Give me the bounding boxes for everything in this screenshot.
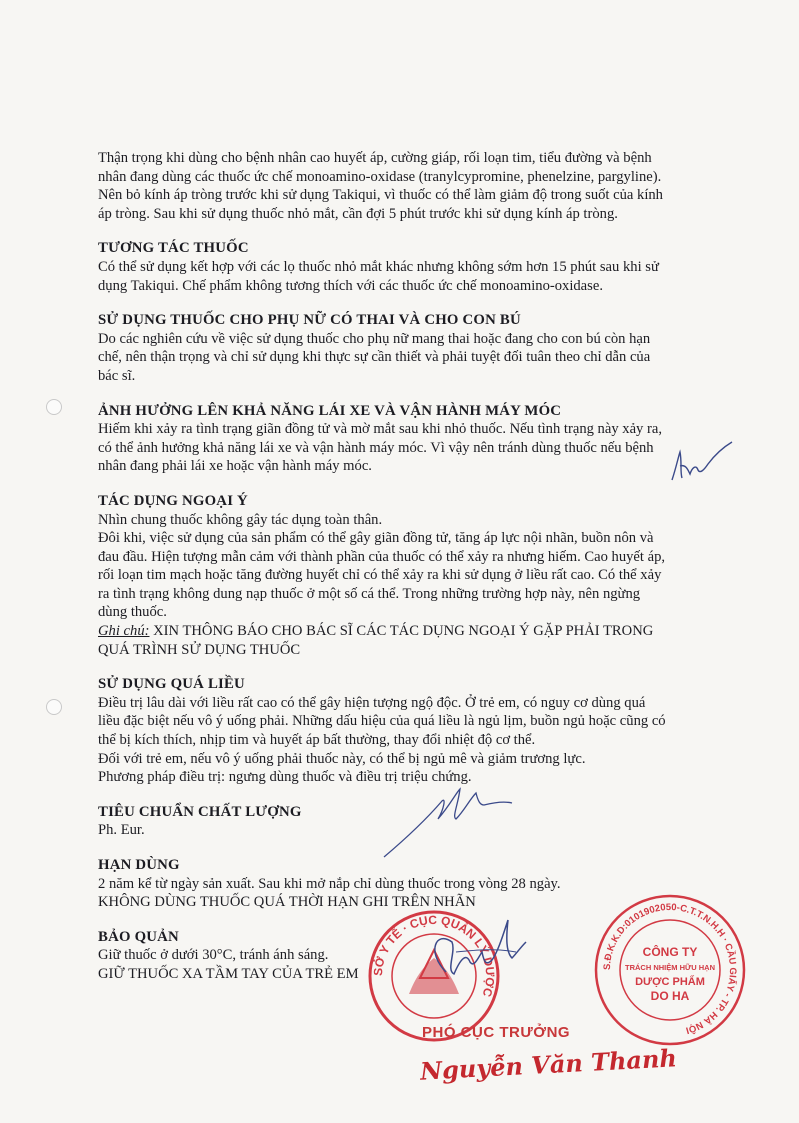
signature-scribble (380, 775, 520, 865)
company-seal-right (590, 890, 750, 1050)
section-line: Hiếm khi xảy ra tình trạng giãn đồng tử và mờ mắt sau khi nhỏ thuốc. Nếu tình trạng này xảy ra, (98, 421, 662, 438)
section-interaction (98, 239, 708, 295)
section-line: đau đầu. Hiện tượng mẫn cảm với thành phần của thuốc có thể xảy ra nhưng hiếm. Cao huyết áp, (98, 548, 666, 565)
section-line: dụng Takiqui. Chế phẩm không tương thích với các thuốc ức chế monoamino-oxidase. (98, 277, 603, 294)
section-line: Nhìn chung thuốc không gây tác dụng toàn thân. (98, 511, 383, 528)
company-seal-line: DO HA (650, 989, 690, 1003)
note-line (98, 622, 708, 641)
intro-paragraph (98, 149, 708, 223)
note-text: XIN THÔNG BÁO CHO BÁC SĨ CÁC TÁC DỤNG NGOẠI Ý GẶP PHẢI TRONG (149, 623, 654, 640)
section-line: bác sĩ. (98, 367, 136, 384)
section-line: Đôi khi, việc sử dụng của sản phẩm có thể gây giãn đồng tử, tăng áp lực nội nhãn, buồn nôn và (98, 530, 654, 547)
note-label: Ghi chú: (98, 623, 150, 640)
section-line: rối loạn tim mạch hoặc tăng đường huyết chỉ có thể xảy ra khi sử dụng ở liều rất cao. Có thể xảy (98, 567, 662, 584)
initials-signature (660, 440, 740, 490)
section-title: HẠN DÙNG (98, 857, 180, 873)
section-title: SỬ DỤNG THUỐC CHO PHỤ NỮ CÓ THAI VÀ CHO CON BÚ (98, 312, 521, 329)
section-line: Giữ thuốc ở dưới 30°C, tránh ánh sáng. (98, 947, 329, 964)
intro-line: nhân đang dùng các thuốc ức chế monoamino-oxidase (tranylcypromine, phenelzine, pargyline). (98, 168, 662, 185)
section-line: GIỮ THUỐC XA TẦM TAY CỦA TRẺ EM (98, 965, 359, 982)
section-line: nhân đang phải lái xe hoặc vận hành máy móc. (98, 458, 372, 475)
company-seal-line: TRÁCH NHIỆM HỮU HẠN (625, 963, 715, 972)
section-line: liều đặc biệt nếu vô ý uống phải. Những dấu hiệu của quá liều là ngủ lịm, buồn ngủ hoặc cũng có (98, 713, 666, 730)
section-overdose (98, 675, 708, 787)
company-seal-line: CÔNG TY (642, 945, 698, 959)
punch-hole-top (46, 399, 62, 415)
section-title: TƯƠNG TÁC THUỐC (98, 240, 249, 257)
section-title: TIÊU CHUẨN CHẤT LƯỢNG (98, 803, 302, 820)
section-line: Phương pháp điều trị: ngưng dùng thuốc và điều trị triệu chứng. (98, 769, 472, 786)
section-title: ẢNH HƯỞNG LÊN KHẢ NĂNG LÁI XE VÀ VẬN HÀNH MÁY MÓC (98, 402, 562, 419)
section-side-effects (98, 492, 708, 659)
section-line: KHÔNG DÙNG THUỐC QUÁ THỜI HẠN GHI TRÊN NHÃN (98, 894, 476, 911)
section-line: dùng thuốc. (98, 604, 167, 621)
section-line: Do các nghiên cứu về việc sử dụng thuốc cho phụ nữ mang thai hoặc đang cho con bú còn hạn (98, 330, 651, 347)
section-line: Điều trị lâu dài với liều rất cao có thể gây hiện tượng ngộ độc. Ở trẻ em, có nguy cơ dùng quá (98, 694, 646, 711)
intro-line: áp tròng. Sau khi sử dụng thuốc nhỏ mắt, cần đợi 5 phút trước khi sử dụng kính áp tròng. (98, 205, 618, 222)
signatory-title: PHÓ CỤC TRƯỞNG (422, 1024, 571, 1041)
section-line: có thể ảnh hưởng khả năng lái xe và vận hành máy móc. Vì vậy nên tránh dùng thuốc nếu bệnh (98, 439, 654, 456)
note-line: QUÁ TRÌNH SỬ DỤNG THUỐC (98, 641, 301, 658)
director-signature (416, 912, 536, 1002)
section-line: Đối với trẻ em, nếu vô ý uống phải thuốc này, có thể bị ngủ mê và giảm trương lực. (98, 750, 586, 767)
company-seal-line: DƯỢC PHẨM (635, 976, 705, 988)
company-seal-ring-text: S.Đ.K.K.D:0101902050-C.T.T.N.H.H · CẦU GIẤY - TP. HÀ NỘI (601, 901, 739, 1036)
intro-line: Thận trọng khi dùng cho bệnh nhân cao huyết áp, cường giáp, rối loạn tim, tiểu đường và bệnh (98, 150, 652, 166)
signatory-name: Nguyễn Văn Thanh (419, 1043, 678, 1086)
section-title: TÁC DỤNG NGOẠI Ý (98, 492, 248, 509)
section-title: SỬ DỤNG QUÁ LIỀU (98, 676, 245, 693)
section-line: ra tình trạng không dung nạp thuốc ở một số cá thể. Trong những trường hợp này, nên ngừng (98, 585, 641, 602)
intro-line: Nên bỏ kính áp tròng trước khi sử dụng Takiqui, vì thuốc có thể làm giảm độ trong suốt của kính (98, 187, 663, 204)
section-line: Có thể sử dụng kết hợp với các lọ thuốc nhỏ mắt khác nhưng không sớm hơn 15 phút sau khi sử (98, 258, 659, 275)
section-pregnancy (98, 311, 708, 385)
section-title: BẢO QUẢN (98, 928, 179, 945)
section-line: Ph. Eur. (98, 822, 145, 839)
section-line: chế, nên thận trọng và chỉ sử dụng khi thực sự cần thiết và phải tuyệt đối tuân theo chỉ dẫn của (98, 349, 651, 366)
punch-hole-bottom (46, 699, 62, 715)
section-driving (98, 402, 708, 476)
seal-ring-text: SỞ Y TẾ · CỤC QUẢN LÝ DƯỢC (370, 912, 498, 999)
section-line: thể bị kích thích, nhịp tim và huyết áp bất thường, thay đổi nhiệt độ cơ thể. (98, 732, 536, 749)
section-line: 2 năm kể từ ngày sản xuất. Sau khi mở nắp chỉ dùng thuốc trong vòng 28 ngày. (98, 875, 561, 892)
